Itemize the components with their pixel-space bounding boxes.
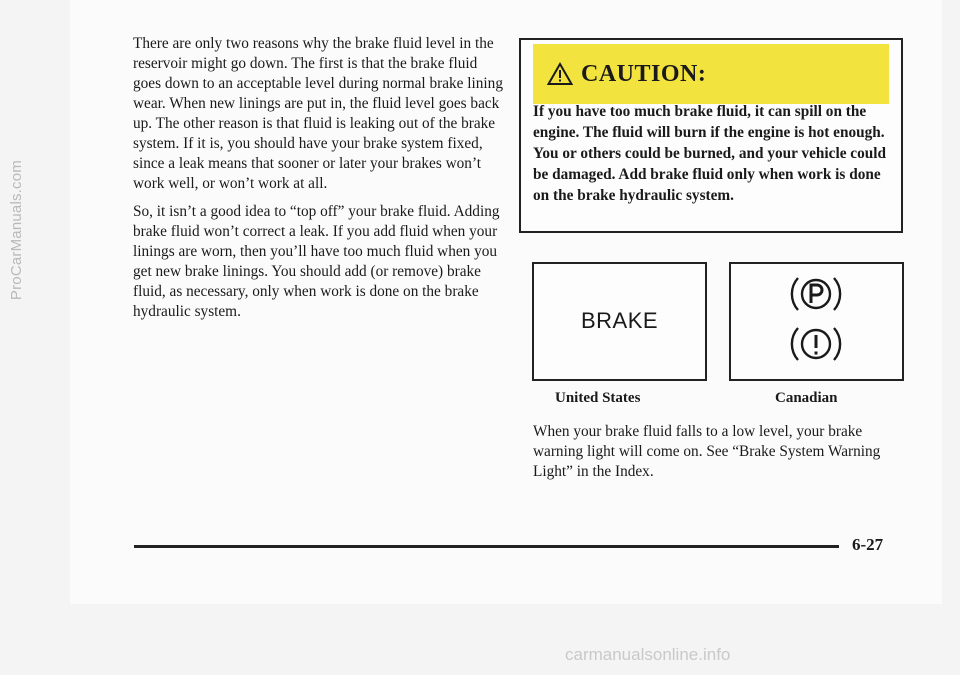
footer-rule <box>134 545 839 548</box>
brake-lamp-us <box>532 262 707 381</box>
caution-header <box>533 44 889 104</box>
brake-warning-exclamation-icon <box>792 328 840 360</box>
side-watermark: ProCarManuals.com <box>8 160 25 301</box>
label-united-states: United States <box>555 390 641 406</box>
left-column <box>133 34 505 330</box>
paragraph-top-off: So, it isn’t a good idea to “top off” your brake fluid. Adding brake fluid won’t correct a leak. If you add fluid when your linings are worn, then you’ll have too much fluid when you get new brake linings. You should add (or remove) brake fluid, as necessary, only when work is done on the brake hydraulic system. <box>133 203 500 320</box>
parking-brake-icon <box>792 278 840 310</box>
paragraph-warning-light: When your brake fluid falls to a low level, your brake warning light will come on. See “Brake System Warning Light” in the Index. <box>533 423 881 480</box>
warning-triangle-icon <box>547 62 573 86</box>
brake-symbol-text: BRAKE <box>580 308 659 333</box>
caution-text: If you have too much brake fluid, it can spill on the engine. The fluid will burn if the engine is hot enough. You or others could be burned, and your vehicle could be damaged. Add brake fluid only when work is done on the brake hydraulic system. <box>533 103 887 204</box>
brake-lamp-canadian <box>729 262 904 381</box>
label-canadian: Canadian <box>775 390 838 406</box>
caution-title: CAUTION: <box>581 60 707 87</box>
caution-box <box>519 38 903 233</box>
bottom-watermark: carmanualsonline.info <box>565 645 731 664</box>
paragraph-fluid-level: There are only two reasons why the brake fluid level in the reservoir might go down. The first is that the brake fluid goes down to an acceptable level during normal brake lining wear. When new linings are put in, the fluid level goes back up. The other reason is that fluid is leaking out of the brake system. If it is, you should have your brake system fixed, since a leak means that sooner or later your brakes won’t work well, or won’t work at all. <box>133 35 503 192</box>
page-number: 6-27 <box>852 535 884 554</box>
